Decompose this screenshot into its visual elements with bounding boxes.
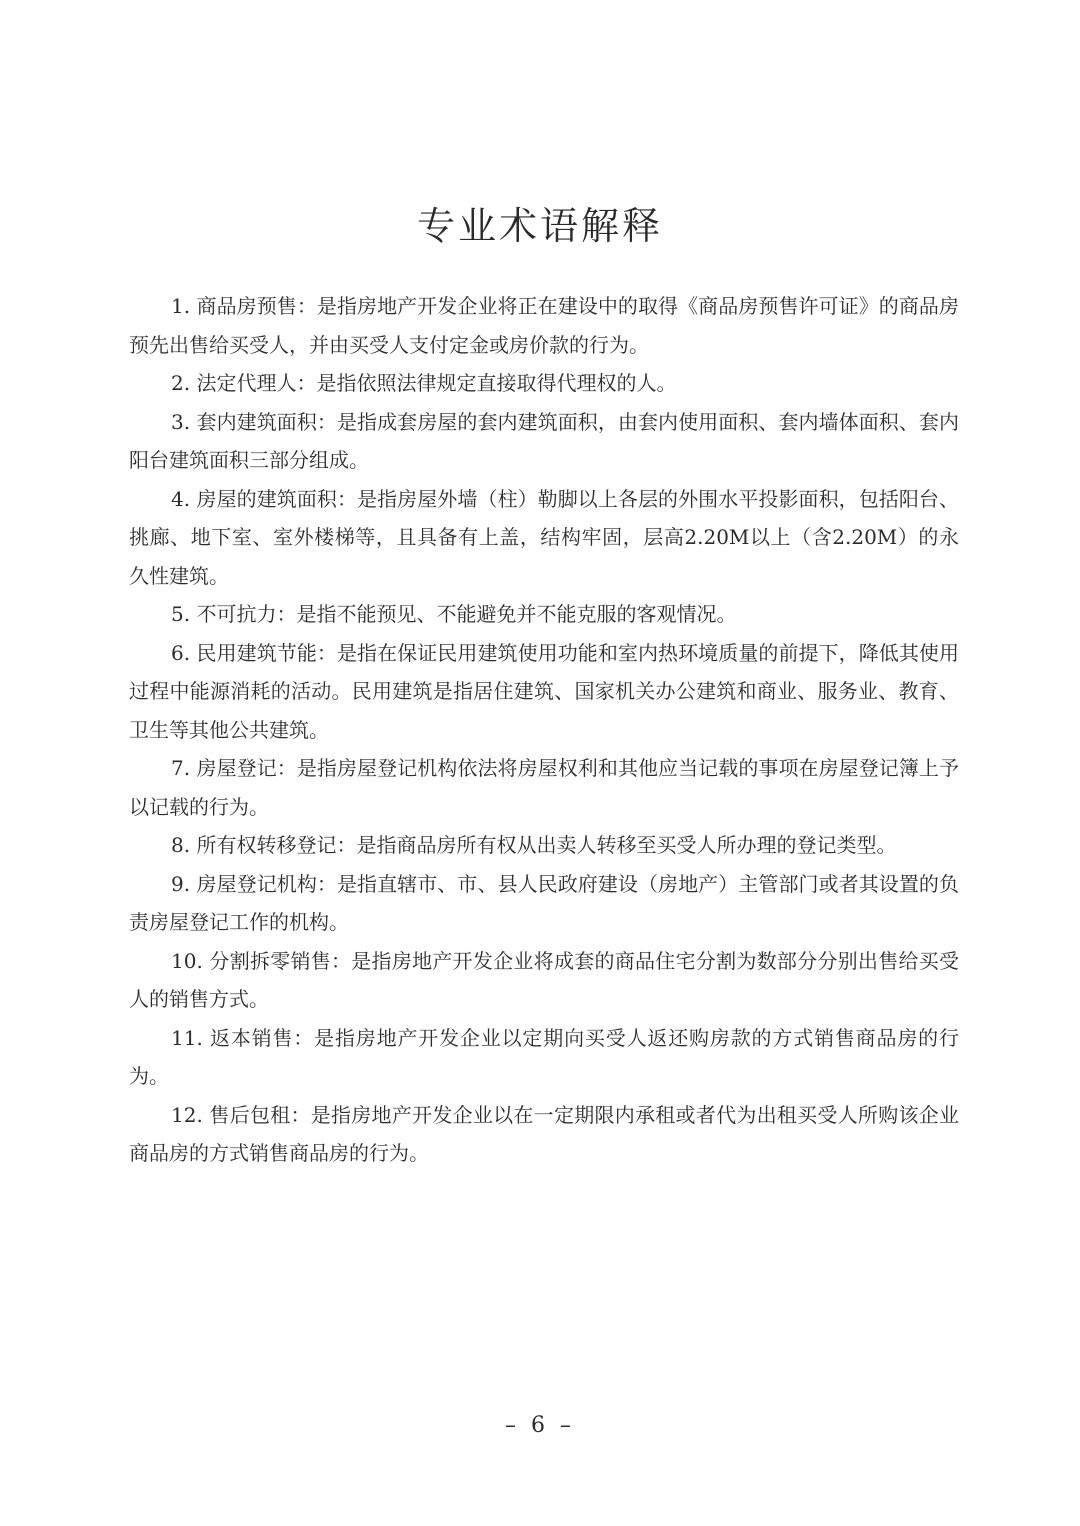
term-item-3: 3. 套内建筑面积：是指成套房屋的套内建筑面积，由套内使用面积、套内墙体面积、套内阳台建筑面积三部分组成。: [129, 409, 959, 472]
term-item-10: 10. 分割拆零销售：是指房地产开发企业将成套的商品住宅分割为数部分分别出售给买受人的销售方式。: [129, 948, 959, 1011]
page-number: – 6 –: [505, 1413, 575, 1438]
page-title: 专业术语解释: [416, 204, 663, 248]
term-item-7: 7. 房屋登记：是指房屋登记机构依法将房屋权利和其他应当记载的事项在房屋登记簿上予以记载的行为。: [129, 756, 959, 819]
term-item-9: 9. 房屋登记机构：是指直辖市、市、县人民政府建设（房地产）主管部门或者其设置的负责房屋登记工作的机构。: [129, 871, 959, 934]
term-item-6: 6. 民用建筑节能：是指在保证民用建筑使用功能和室内热环境质量的前提下，降低其使用过程中能源消耗的活动。民用建筑是指居住建筑、国家机关办公建筑和商业、服务业、教育、卫生等其他公共建筑。: [129, 640, 959, 742]
term-item-1: 1. 商品房预售：是指房地产开发企业将正在建设中的取得《商品房预售许可证》的商品房预先出售给买受人，并由买受人支付定金或房价款的行为。: [129, 294, 959, 357]
term-item-12: 12. 售后包租：是指房地产开发企业以在一定期限内承租或者代为出租买受人所购该企业商品房的方式销售商品房的行为。: [129, 1102, 959, 1165]
terms-list: [129, 287, 959, 1173]
term-item-4: 4. 房屋的建筑面积：是指房屋外墙（柱）勒脚以上各层的外围水平投影面积，包括阳台、挑廊、地下室、室外楼梯等，且具备有上盖，结构牢固，层高2.20M以上（含2.20M）的永久性建筑。: [129, 486, 959, 588]
term-item-8: 8. 所有权转移登记：是指商品房所有权从出卖人转移至买受人所办理的登记类型。: [171, 833, 897, 857]
term-item-2: 2. 法定代理人：是指依照法律规定直接取得代理权的人。: [171, 371, 677, 395]
term-item-11: 11. 返本销售：是指房地产开发企业以定期向买受人返还购房款的方式销售商品房的行为。: [129, 1025, 959, 1088]
term-item-5: 5. 不可抗力：是指不能预见、不能避免并不能克服的客观情况。: [171, 602, 737, 626]
